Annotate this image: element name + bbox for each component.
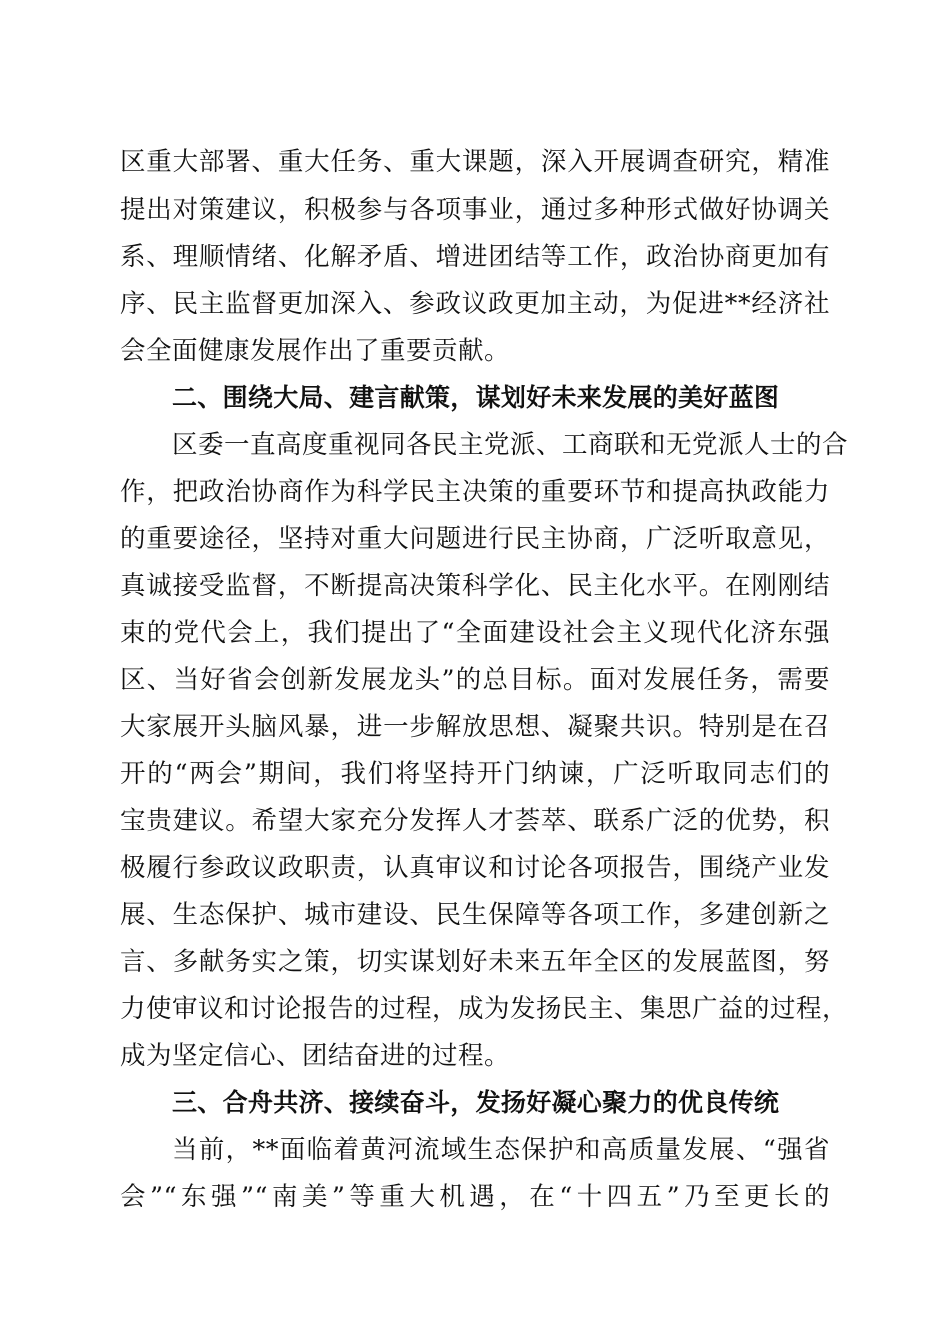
text-line: 系、理顺情绪、化解矛盾、增进团结等工作，政治协商更加有 [120, 242, 830, 272]
text-line: 极履行参政议政职责，认真审议和讨论各项报告，围绕产业发 [120, 853, 830, 883]
text-line: 作，把政治协商作为科学民主决策的重要环节和提高执政能力 [120, 477, 830, 507]
text-line: 真诚接受监督，不断提高决策科学化、民主化水平。在刚刚结 [120, 571, 830, 601]
text-line: 当前，**面临着黄河流域生态保护和高质量发展、“强省 [172, 1135, 830, 1165]
section-heading: 三、合舟共济、接续奋斗，发扬好凝心聚力的优良传统 [172, 1088, 780, 1117]
text-line: 言、多献务实之策，切实谋划好未来五年全区的发展蓝图，努 [120, 947, 830, 977]
text-line: 会全面健康发展作出了重要贡献。 [120, 336, 511, 366]
text-line: 展、生态保护、城市建设、民生保障等各项工作，多建创新之 [120, 900, 830, 930]
text-line: 成为坚定信心、团结奋进的过程。 [120, 1041, 511, 1071]
text-line: 束的党代会上，我们提出了“全面建设社会主义现代化济东强 [120, 618, 830, 648]
text-line: 大家展开头脑风暴，进一步解放思想、凝聚共识。特别是在召 [120, 712, 830, 742]
text-line: 区、当好省会创新发展龙头”的总目标。面对发展任务，需要 [120, 665, 830, 695]
text-line: 区委一直高度重视同各民主党派、工商联和无党派人士的合 [172, 430, 849, 460]
text-line: 区重大部署、重大任务、重大课题，深入开展调查研究，精准 [120, 147, 830, 177]
section-heading: 二、围绕大局、建言献策，谋划好未来发展的美好蓝图 [172, 383, 780, 412]
text-line: 的重要途径，坚持对重大问题进行民主协商，广泛听取意见， [120, 524, 830, 554]
text-line: 宝贵建议。希望大家充分发挥人才荟萃、联系广泛的优势，积 [120, 806, 830, 836]
text-line: 会”“东强”“南美”等重大机遇，在“十四五”乃至更长的 [120, 1182, 830, 1212]
text-line: 提出对策建议，积极参与各项事业，通过多种形式做好协调关 [120, 195, 830, 225]
text-line: 力使审议和讨论报告的过程，成为发扬民主、集思广益的过程， [120, 994, 849, 1024]
text-line: 开的“两会”期间，我们将坚持开门纳谏，广泛听取同志们的 [120, 759, 830, 789]
text-line: 序、民主监督更加深入、参政议政更加主动，为促进**经济社 [120, 289, 830, 319]
